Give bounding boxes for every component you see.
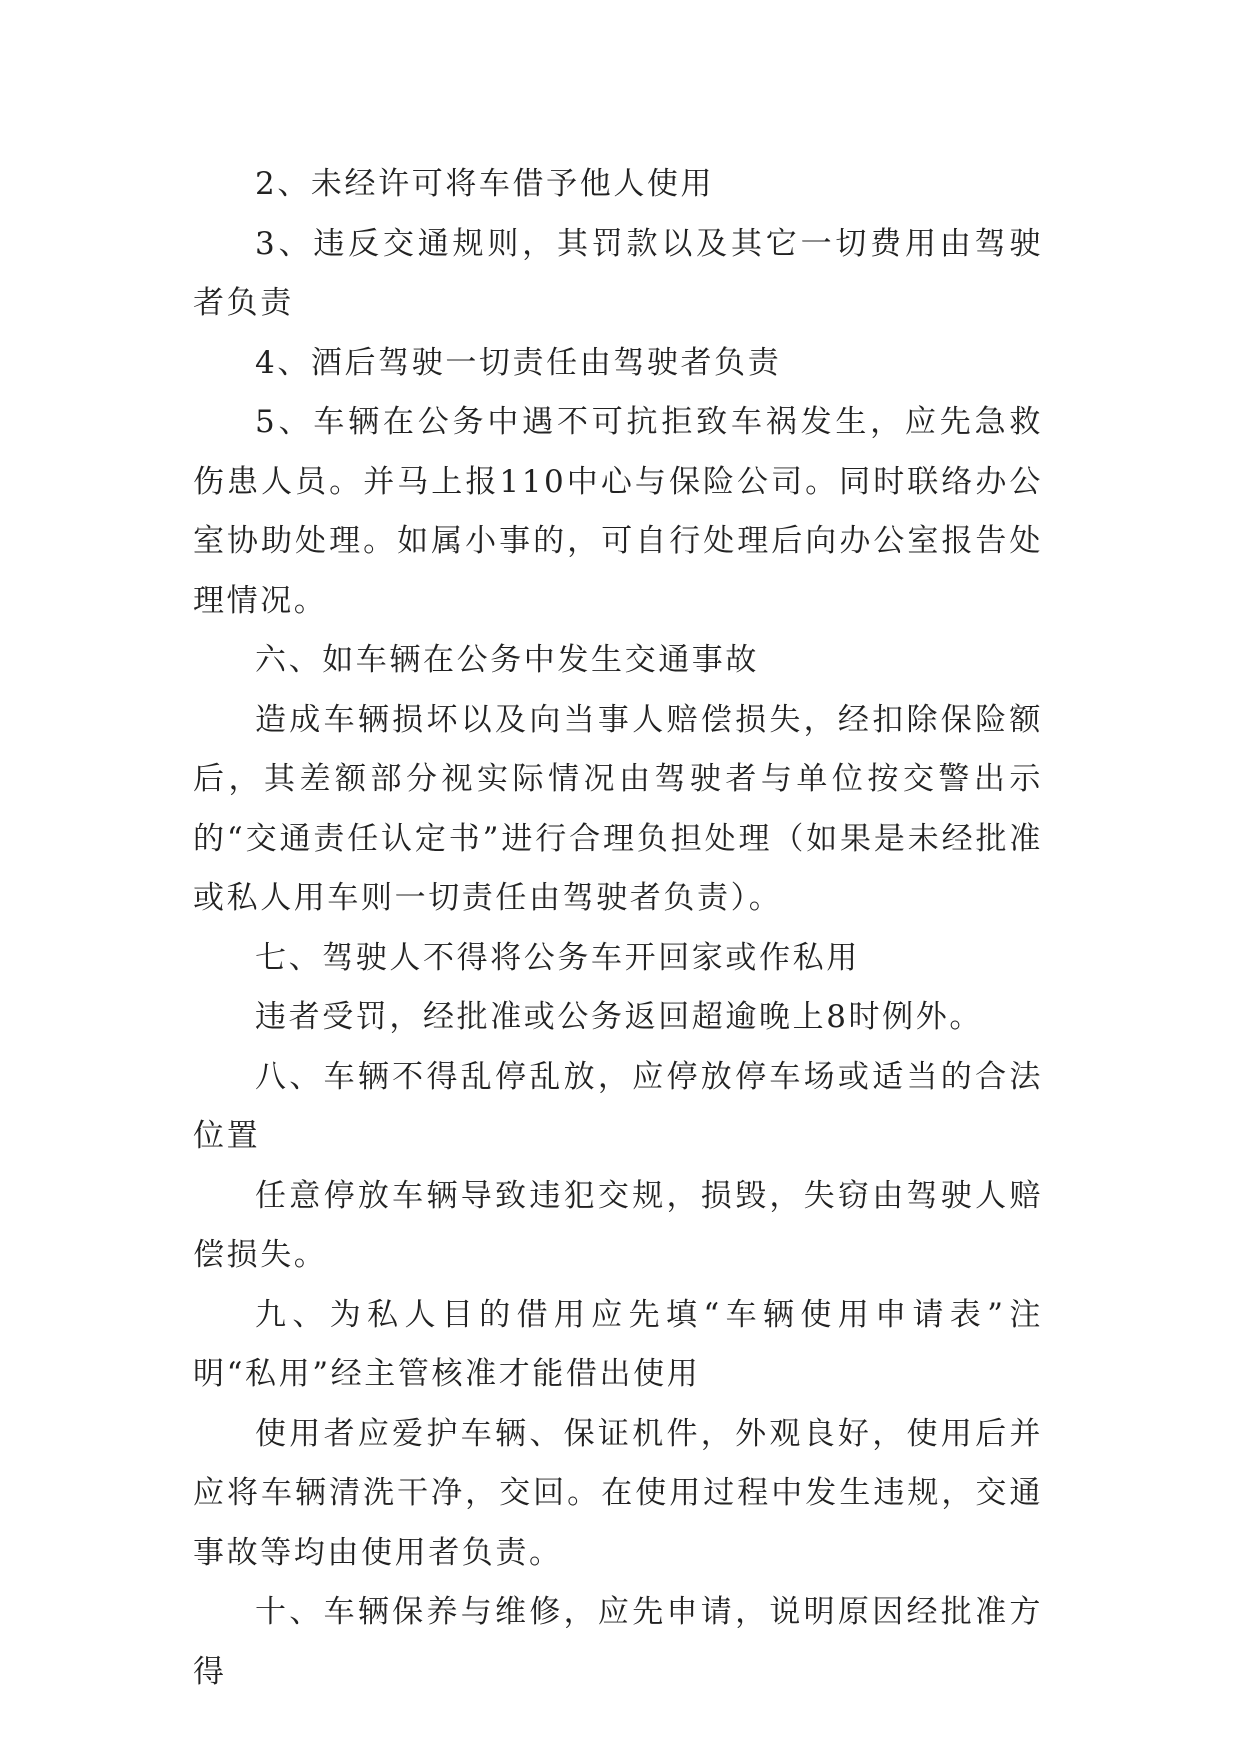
paragraph-item-5: 5、车辆在公务中遇不可抗拒致车祸发生，应先急救伤患人员。并马上报110中心与保险公司。同时联络办公室协助处理。如属小事的，可自行处理后向办公室报告处理情况。 [193, 404, 1043, 619]
section-body-6: 造成车辆损坏以及向当事人赔偿损失，经扣除保险额后，其差额部分视实际情况由驾驶者与单位按交警出示的“交通责任认定书”进行合理负担处理（如果是未经批准或私人用车则一切责任由驾驶者负责）。 [193, 701, 1043, 916]
section-heading-8: 八、车辆不得乱停乱放，应停放停车场或适当的合法位置 [193, 1058, 1043, 1154]
paragraph-item-4: 4、酒后驾驶一切责任由驾驶者负责 [255, 344, 782, 381]
section-heading-9: 九、为私人目的借用应先填“车辆使用申请表”注明“私用”经主管核准才能借出使用 [193, 1296, 1043, 1392]
section-heading-7: 七、驾驶人不得将公务车开回家或作私用 [255, 939, 860, 976]
paragraph-item-3: 3、违反交通规则，其罚款以及其它一切费用由驾驶者负责 [193, 225, 1043, 321]
document-body [193, 155, 1043, 1702]
section-heading-6: 六、如车辆在公务中发生交通事故 [255, 642, 759, 678]
paragraph-item-2: 2、未经许可将车借予他人使用 [255, 166, 715, 202]
section-body-7: 违者受罚，经批准或公务返回超逾晚上8时例外。 [255, 999, 983, 1035]
section-body-9: 使用者应爱护车辆、保证机件，外观良好，使用后并应将车辆清洗干净，交回。在使用过程中发生违规，交通事故等均由使用者负责。 [193, 1415, 1043, 1571]
section-heading-10: 十、车辆保养与维修，应先申请，说明原因经批准方得 [193, 1594, 1043, 1690]
section-body-8: 任意停放车辆导致违犯交规，损毁，失窃由驾驶人赔偿损失。 [193, 1177, 1043, 1273]
